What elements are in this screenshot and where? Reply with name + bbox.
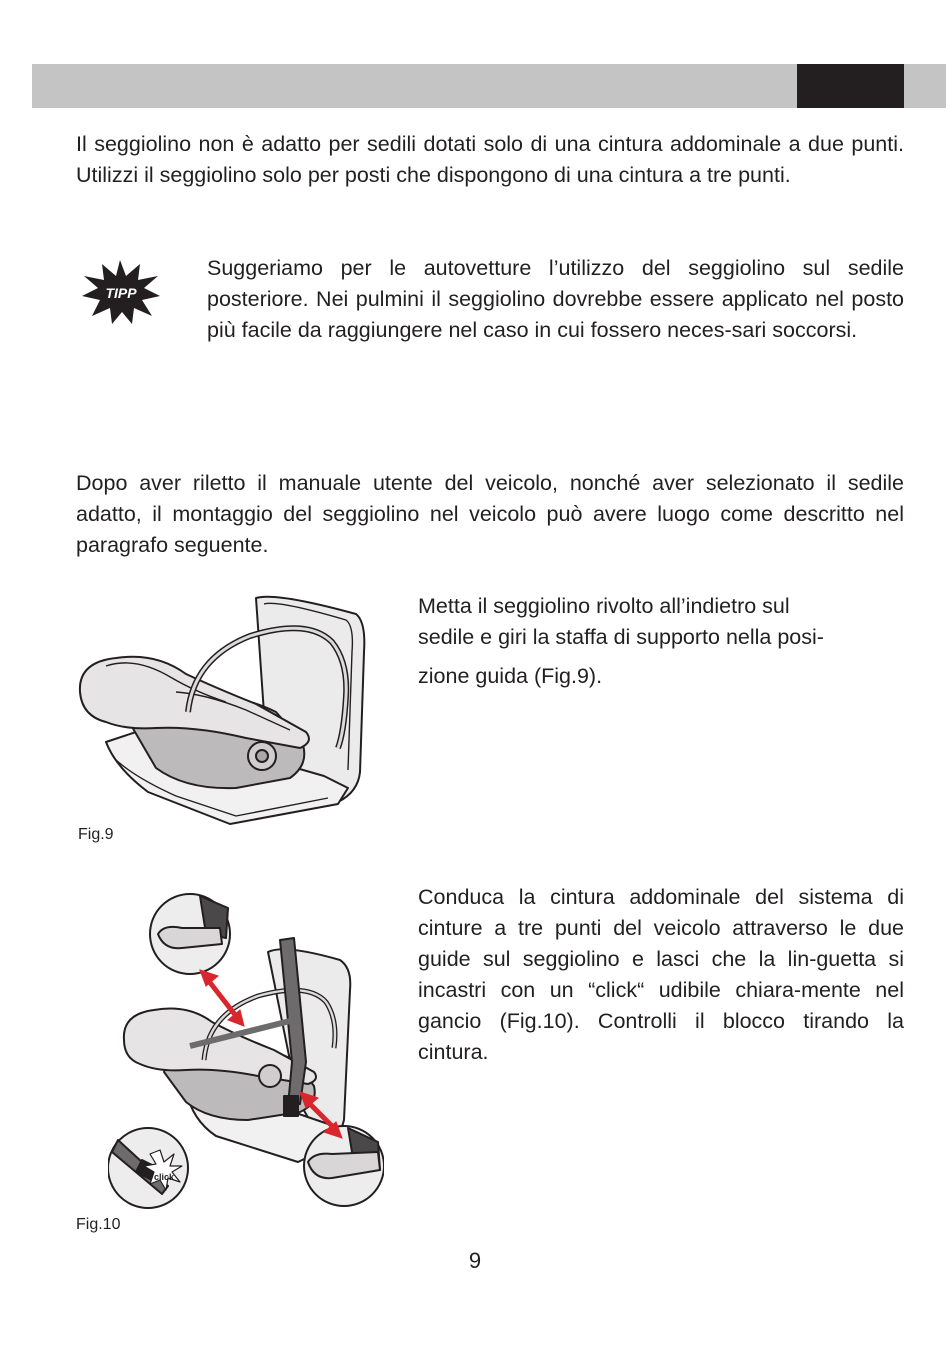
fig10-belt-routing-illustration [108,890,384,1212]
step1-paragraph [418,591,858,692]
tip-paragraph: Suggeriamo per le autovetture l’utilizzo del seggiolino sul sedile posteriore. Nei pulmini il seggiolino dovrebbe essere applicato nel posto più facile da raggiungere nel caso in cui fossero neces-sari soccorsi. [207,256,904,342]
belt-warning-paragraph: Il seggiolino non è adatto per sedili dotati solo di una cintura addominale a due punti. Utilizzi il seggiolino solo per posti che dispongono di una cintura a tre punti. [76,132,904,187]
installation-intro-paragraph: Dopo aver riletto il manuale utente del veicolo, nonché aver selezionato il sedile adatto, il montaggio del seggiolino nel veicolo può avere luogo come descritto nel paragrafo seguente. [76,471,904,557]
step2-paragraph: Conduca la cintura addominale del sistema di cinture a tre punti del veicolo attraverso le due guide sul seggiolino e lasci che la lin-guetta si incastri con un “click“ udibile chiara-mente nel gancio (Fig.10). Controlli il blocco tirando la cintura. [418,885,904,1064]
step1-line-1: Metta il seggiolino rivolto all’indietro sul [418,594,790,618]
fig9-caption: Fig.9 [78,826,114,843]
page-number: 9 [468,1248,482,1273]
click-label: click [153,1172,175,1182]
header-block [797,64,904,108]
fig10-caption: Fig.10 [76,1216,121,1233]
fig9-car-seat-illustration [76,592,366,826]
tip-starburst-icon [80,258,160,326]
step1-line-2: sedile e giri la staffa di supporto nella posi- [418,625,824,649]
tip-label: TIPP [105,285,137,301]
step1-line-3: zione guida (Fig.9). [418,664,603,688]
